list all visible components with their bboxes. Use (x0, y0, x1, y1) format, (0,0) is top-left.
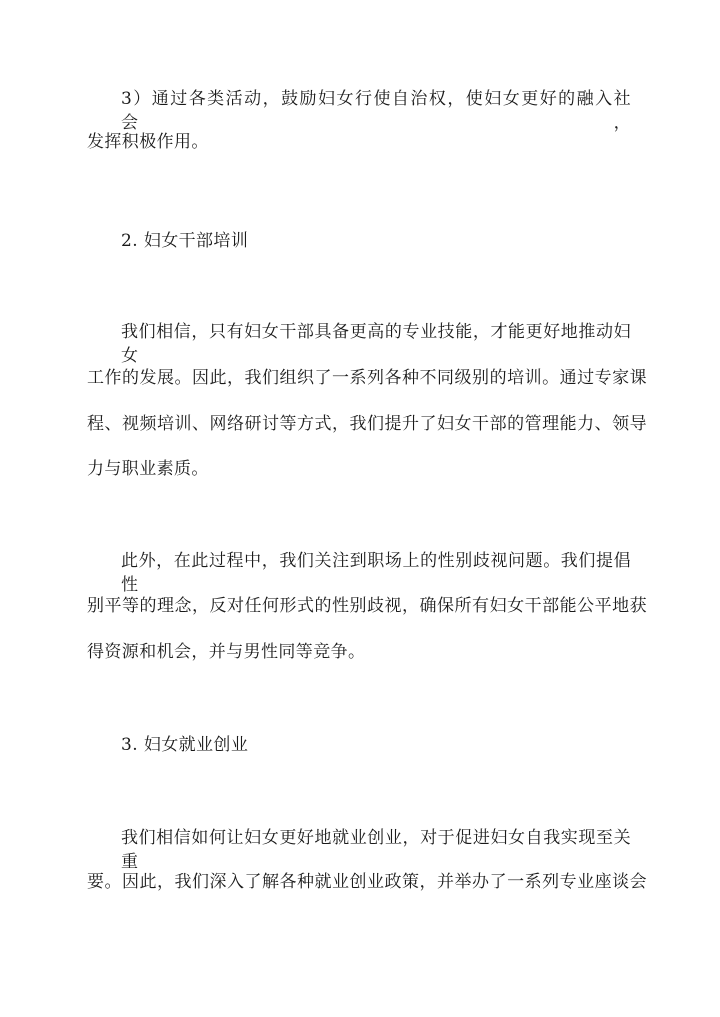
paragraph-3-line-1: 此外，在此过程中，我们关注到职场上的性别歧视问题。我们提倡性 (121, 551, 631, 595)
paragraph-3-line-2: 别平等的理念，反对任何形式的性别歧视，确保所有妇女干部能公平地获 (87, 596, 647, 616)
paragraph-1-line-2: 发挥积极作用。 (87, 132, 209, 152)
paragraph-3-line-3: 得资源和机会，并与男性同等竞争。 (87, 642, 366, 662)
paragraph-2-line-1: 我们相信，只有妇女干部具备更高的专业技能，才能更好地推动妇女 (121, 322, 631, 366)
paragraph-4-line-2: 要。因此，我们深入了解各种就业创业政策，并举办了一系列专业座谈会 (87, 872, 647, 892)
paragraph-1-line-1: 3）通过各类活动，鼓励妇女行使自治权，使妇女更好的融入社会， (121, 89, 631, 133)
paragraph-4-line-1: 我们相信如何让妇女更好地就业创业，对于促进妇女自我实现至关重 (121, 828, 631, 872)
paragraph-2-line-4: 力与职业素质。 (87, 459, 209, 479)
section-heading-2: 2. 妇女干部培训 (121, 231, 249, 251)
paragraph-2-line-2: 工作的发展。因此，我们组织了一系列各种不同级别的培训。通过专家课 (87, 368, 647, 388)
paragraph-2-line-3: 程、视频培训、网络研讨等方式，我们提升了妇女干部的管理能力、领导 (87, 414, 647, 434)
section-heading-3: 3. 妇女就业创业 (121, 735, 249, 755)
